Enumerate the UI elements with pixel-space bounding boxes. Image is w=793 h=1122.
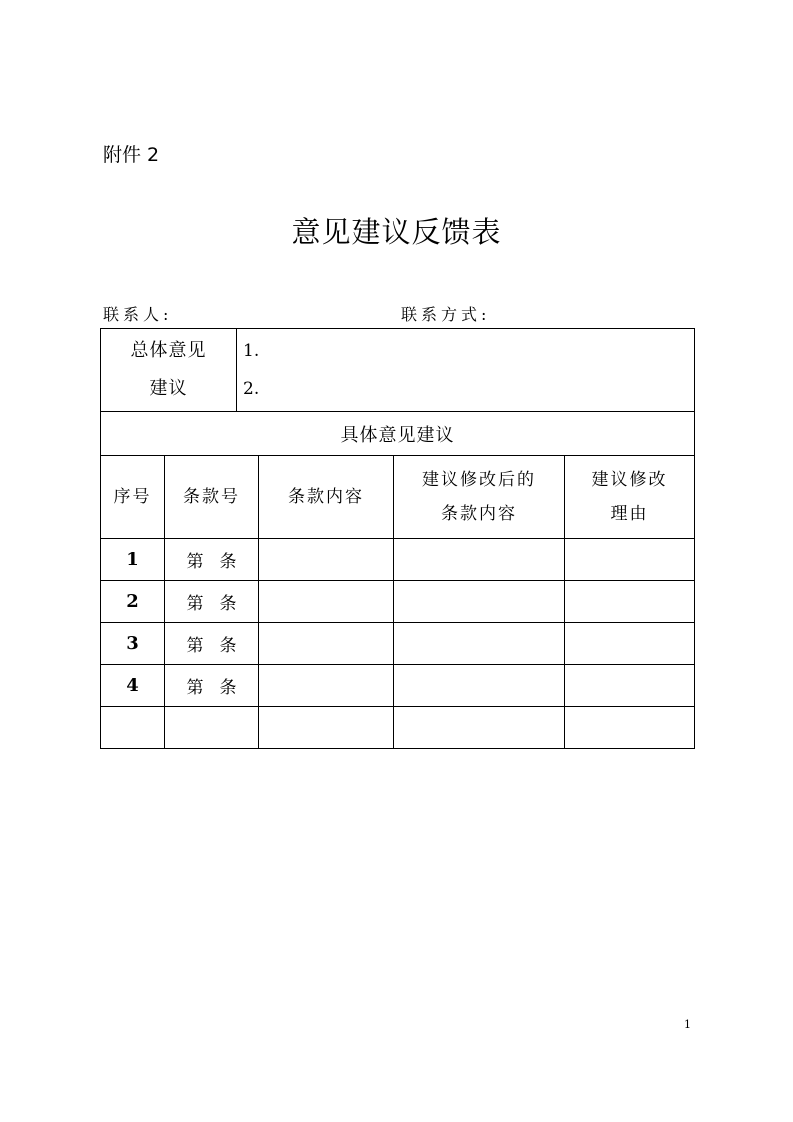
reason-cell[interactable]: [565, 581, 695, 623]
revised-content-cell[interactable]: [394, 665, 565, 707]
clause-content-cell[interactable]: [259, 623, 394, 665]
specific-header-row: [101, 412, 695, 456]
clause-suffix: 条: [219, 594, 237, 614]
overall-item-1: 1.: [243, 341, 260, 361]
row-number: 4: [101, 665, 165, 707]
table-row: [101, 581, 695, 623]
clause-suffix: 条: [219, 552, 237, 572]
page-number: 1: [684, 1018, 691, 1031]
table-row-empty: [101, 707, 695, 749]
clause-prefix: 第: [186, 678, 204, 698]
table-row: [101, 539, 695, 581]
clause-content-cell[interactable]: [259, 665, 394, 707]
col-head-seq: 序号: [101, 456, 165, 539]
reason-cell-empty[interactable]: [565, 707, 695, 749]
reason-cell[interactable]: [565, 539, 695, 581]
overall-content-cell[interactable]: [237, 329, 695, 412]
overall-item-2: 2.: [243, 379, 260, 399]
revised-content-cell[interactable]: [394, 581, 565, 623]
table-row: [101, 623, 695, 665]
col-head-revised-line1: 建议修改后的: [422, 470, 536, 490]
table-row: [101, 665, 695, 707]
contact-person-label: 联系人:: [103, 305, 173, 324]
overall-label-line1: 总体意见: [130, 340, 207, 361]
revised-content-cell[interactable]: [394, 539, 565, 581]
row-number-empty[interactable]: [101, 707, 165, 749]
col-head-revised-content: [394, 456, 565, 539]
document-title: 意见建议反馈表: [291, 215, 502, 249]
row-number: 1: [101, 539, 165, 581]
clause-number-cell[interactable]: [165, 581, 259, 623]
reason-cell[interactable]: [565, 623, 695, 665]
reason-cell[interactable]: [565, 665, 695, 707]
clause-number-cell-empty[interactable]: [165, 707, 259, 749]
feedback-table: [100, 328, 695, 749]
clause-prefix: 第: [186, 636, 204, 656]
col-head-reason: [565, 456, 695, 539]
clause-number-cell[interactable]: [165, 539, 259, 581]
overall-label-line2: 建议: [149, 378, 188, 399]
clause-content-cell-empty[interactable]: [259, 707, 394, 749]
col-head-reason-line1: 建议修改: [591, 470, 668, 490]
col-head-clause-no: 条款号: [165, 456, 259, 539]
clause-prefix: 第: [186, 594, 204, 614]
col-head-reason-line2: 理由: [610, 504, 649, 524]
revised-content-cell[interactable]: [394, 623, 565, 665]
row-number: 3: [101, 623, 165, 665]
clause-suffix: 条: [219, 636, 237, 656]
row-number: 2: [101, 581, 165, 623]
col-head-revised-line2: 条款内容: [441, 504, 517, 524]
col-head-clause-content: 条款内容: [259, 456, 394, 539]
specific-header-cell: 具体意见建议: [101, 412, 695, 456]
clause-suffix: 条: [219, 678, 237, 698]
overall-row: [101, 329, 695, 412]
clause-prefix: 第: [186, 552, 204, 572]
revised-content-cell-empty[interactable]: [394, 707, 565, 749]
clause-content-cell[interactable]: [259, 581, 394, 623]
overall-label-cell: [101, 329, 237, 412]
clause-number-cell[interactable]: [165, 665, 259, 707]
clause-number-cell[interactable]: [165, 623, 259, 665]
column-header-row: [101, 456, 695, 539]
attachment-label: 附件 2: [103, 144, 160, 166]
clause-content-cell[interactable]: [259, 539, 394, 581]
contact-method-label: 联系方式:: [401, 305, 491, 324]
